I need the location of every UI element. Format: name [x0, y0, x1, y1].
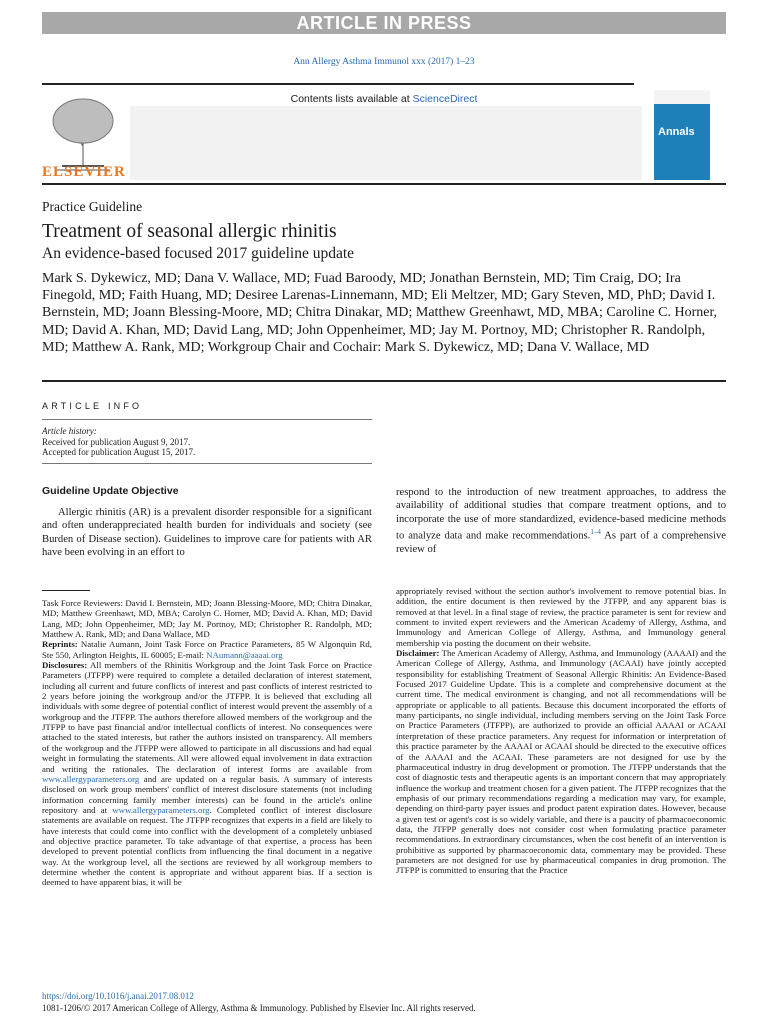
disclosures-text-a: All members of the Rhinitis Workgroup and the Joint Task Force on Practice Parameters (JTFPP) were required to complete a detailed declaration of interest statement, including all current and future conflicts of interest and past conflicts of interest restricted to 2 years before joining the workgroup and/or the JTFPP. It is believed that excluding all individuals with some degree of potential conflict of interest would prevent the assembly of a workgroup and the JTFPP. The authors therefore allowed members of the workgroup and the JTFPP to have past financial and/or intellectual conflicts of interest. No consequences were attached to the stated interests, but rather the authors insisted on transparency. All members of the workgroup and the JTFPP were allowed to participate in all discussions and had equal weight in formulating the statements. All were allowed equal involvement in data extraction and writing the rationales. The declaration of interest forms are available from	[42, 660, 372, 774]
journal-banner-bg	[130, 106, 642, 180]
history-label: Article history:	[42, 426, 97, 436]
reprints-label: Reprints:	[42, 639, 78, 650]
footnote-right	[396, 586, 726, 876]
disclosures-text-b: and are updated on a regular basis. A summary of interests disclosed on work group members' conflict of interest disclosure statements (not including information concerning family member interests) can be found in the article's online repository and at	[42, 773, 372, 815]
authors-rule	[42, 380, 726, 382]
disclaimer-text: The American Academy of Allergy, Asthma, and Immunology (AAAAI) and the American College of Allergy, Asthma, and Immunology (ACAAI) have jointly accepted responsibility for establishing Treatment of Seasonal Allergic Rhinitis: An Evidence-Based Focused 2017 Guideline Update. This is a complete and comprehensive document at the current time. The medical environment is changing, and not all recommendations will be appropriate or applicable to all patients. Because this document incorporated the efforts of many participants, no single individual, including members serving on the Joint Task Force on Practice Parameters (JTFPP), are authorized to provide an official AAAAI or ACAAI interpretation of these practice parameters. Any request for information or interpretation of this practice parameter by the AAAAI or ACAAI should be directed to the executive offices of the AAAAI and the ACAAI. These parameters are not designed for use by the pharmaceutical industry in drug development or promotion. The JTFPP understands that the cost of diagnostic tests and therapeutic agents is an important concern that may appropriately influence the workup and treatment chosen for a given patient. The JTFPP recognizes that the emphasis of our primary recommendations regarding a medication may vary, for example, depending on third-party payer issues and product patent expiration dates. However, because a given test or agent's cost is so widely variable, and there is a paucity of pharmacoeconomic data, the JTFPP generally does not consider cost when formulating practice parameter recommendations. In extraordinary circumstances, when the cost benefit of an intervention is prohibitive as supported by pharmacoeconomic data, commentary may be provided. These parameters are not designed for use by pharmaceutical companies in drug promotion. The JTFPP is committed to ensuring that the Practice	[396, 648, 726, 876]
allergyparameters-link-2[interactable]: www.allergyparameters.org	[112, 804, 210, 815]
sciencedirect-link[interactable]: ScienceDirect	[412, 93, 478, 105]
citation-link[interactable]: 1–4	[590, 527, 601, 536]
disclaimer-label: Disclaimer:	[396, 648, 440, 659]
article-history	[42, 426, 195, 458]
body-text-b: As part of a comprehensive review of	[396, 530, 726, 555]
contents-line	[42, 93, 726, 105]
article-title: Treatment of seasonal allergic rhinitis	[42, 221, 337, 242]
body-paragraph-left: Allergic rhinitis (AR) is a prevalent disorder responsible for a significant and often underappreciated health burden for individuals and society (see Burden of Disease section). Guidelines to improve care for patients with AR have been evolving in an effort to	[42, 507, 372, 558]
elsevier-wordmark: ELSEVIER	[42, 164, 126, 180]
journal-cover-header	[654, 90, 710, 104]
journal-reference[interactable]: Ann Allergy Asthma Immunol xxx (2017) 1–23	[293, 57, 475, 67]
doi-link[interactable]: https://doi.org/10.1016/j.anai.2017.08.012	[42, 991, 194, 1001]
footnote-left	[42, 598, 372, 888]
footnote-rule	[42, 590, 90, 591]
article-info-rule	[42, 419, 372, 420]
contents-prefix: Contents lists available at	[290, 93, 413, 105]
disclosures-label: Disclosures:	[42, 660, 88, 671]
task-force-reviewers: Task Force Reviewers: David I. Bernstein, MD; Joann Blessing-Moore, MD; Chitra Dinakar, MD; Matthew Greenhawt, MD, MBA; Carolyn C. Horner, MD; David A. Khan, MD; David Lang, MD; John Oppenheimer, MD; Jay M. Portnoy, MD; Christopher R. Randolph, MD; Matthew A. Rank, MD; and Dana Wallace, MD	[42, 598, 372, 640]
article-in-press-banner: ARTICLE IN PRESS	[42, 12, 726, 34]
article-subtitle: An evidence-based focused 2017 guideline update	[42, 245, 355, 262]
allergyparameters-link-1[interactable]: www.allergyparameters.org	[42, 773, 140, 784]
footnote-continued: appropriately revised without the section author's involvement to remove potential bias. In addition, the entire document is then reviewed by the JTFPP, and any apparent bias is removed at that level. In a final stage of review, the practice parameter is sent for review and comment to invited expert reviewers and the American Academy of Allergy, Asthma, and Immunology and American College of Allergy, Asthma, and Immunology general membership via posting the document on their website.	[396, 586, 726, 648]
header-bottom-rule	[42, 183, 726, 185]
section-heading: Guideline Update Objective	[42, 485, 179, 497]
copyright-line: 1081-1206/© 2017 American College of Allergy, Asthma & Immunology. Published by Elsevier Inc. All rights reserved.	[42, 1003, 476, 1013]
journal-cover-title: Annals	[658, 126, 695, 138]
author-list: Mark S. Dykewicz, MD; Dana V. Wallace, MD; Fuad Baroody, MD; Jonathan Bernstein, MD; Tim Craig, DO; Ira Finegold, MD; Faith Huang, MD; Desiree Larenas-Linnemann, MD; Eli Meltzer, MD; Gary Steven, MD, PhD; David I. Bernstein, MD; Joann Blessing-Moore, MD; Chitra Dinakar, MD; Matthew Greenhawt, MD, MBA; Caroline C. Horner, MD; David A. Khan, MD; David Lang, MD; John Oppenheimer, MD; Jay M. Portnoy, MD; Christopher R. Randolph, MD; Matthew A. Rank, MD; Workgroup Chair and Cochair: Mark S. Dykewicz, MD; Dana V. Wallace, MD	[42, 271, 718, 355]
reprints-email-link[interactable]: NAumann@aaaai.org	[206, 649, 283, 660]
accepted-date: Accepted for publication August 15, 2017.	[42, 447, 196, 458]
article-type: Practice Guideline	[42, 199, 143, 214]
reprints-text: Natalie Aumann, Joint Task Force on Practice Parameters, 85 W Algonquin Rd, Ste 550, Arlington Heights, IL 60005; E-mail:	[42, 639, 372, 660]
received-date: Received for publication August 9, 2017.	[42, 436, 191, 447]
disclosures-text-c: . Completed conflict of interest disclosure statements are available on request. The JTFPP recognizes that experts in a field are likely to have interests that could come into conflict with the development of a completely unbiased and objective practice parameter. To take advantage of that expertise, a process has been developed to prevent potential conflicts from influencing the final document in a negative way. At the workgroup level, all the sections are reviewed by all workgroup members to determine whether the content is appropriate and without apparent bias. If a section is deemed to have apparent bias, it will be	[42, 804, 372, 888]
body-paragraph-right	[396, 486, 726, 556]
article-info-label: ARTICLE INFO	[42, 401, 143, 411]
header-top-rule	[42, 83, 634, 85]
body-text-a: respond to the introduction of new treatment approaches, to address the availability of additional studies that compare treatment options, and to incorporate the use of more standardized, evidence-based medicine methods to analyze data and make recommendations.	[396, 487, 726, 542]
article-info-bottom-rule	[42, 463, 372, 464]
